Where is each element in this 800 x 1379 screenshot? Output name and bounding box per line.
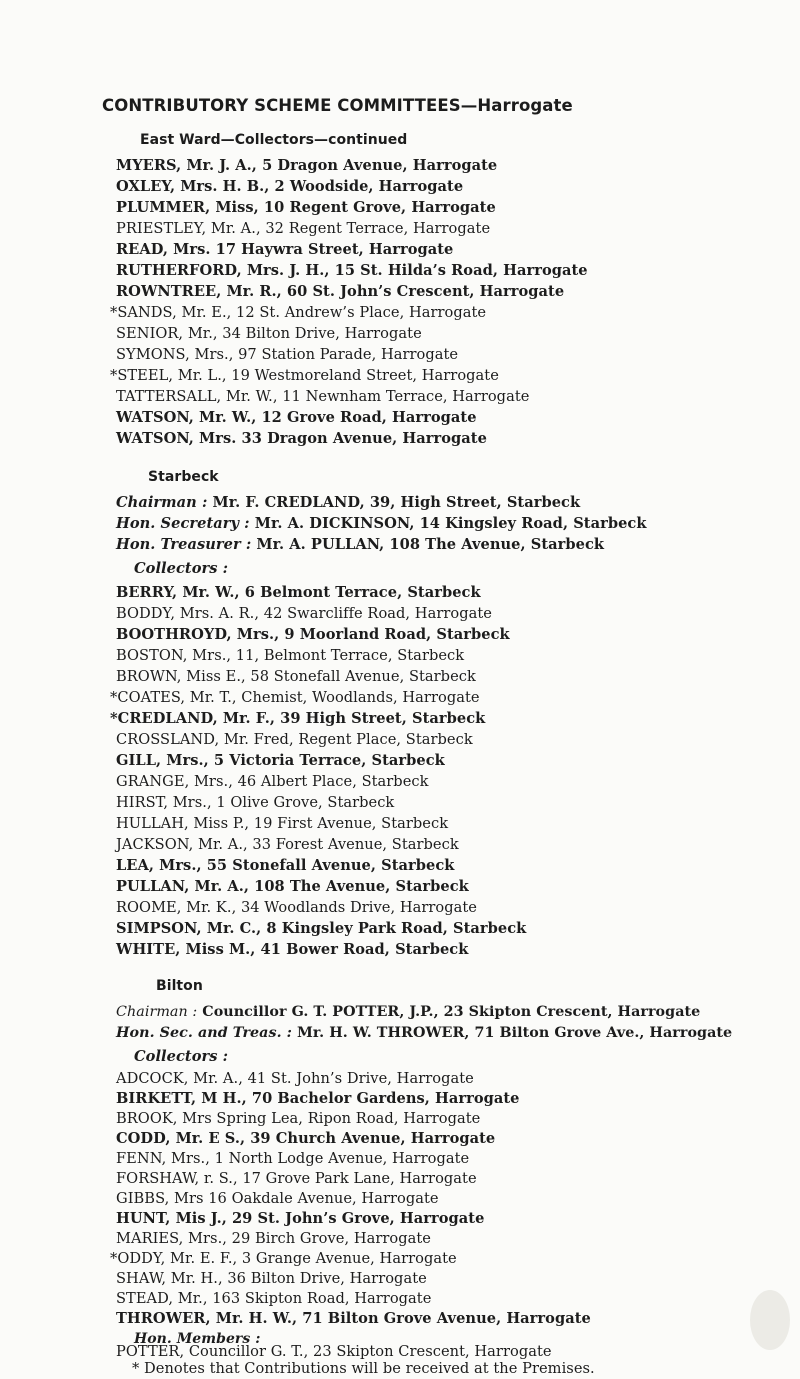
collector-entry: *SANDS, Mr. E., 12 St. Andrew’s Place, Harrogate bbox=[110, 304, 487, 321]
collector-entry: PULLAN, Mr. A., 108 The Avenue, Starbeck bbox=[116, 878, 469, 895]
collector-entry: *COATES, Mr. T., Chemist, Woodlands, Harrogate bbox=[110, 689, 480, 706]
collector-entry: GIBBS, Mrs 16 Oakdale Avenue, Harrogate bbox=[116, 1190, 439, 1207]
starbeck-treasurer bbox=[116, 536, 604, 554]
bilton-members-label: Hon. Members : bbox=[134, 1331, 261, 1347]
collector-entry: RUTHERFORD, Mrs. J. H., 15 St. Hilda’s Road, Harrogate bbox=[116, 262, 588, 279]
collector-entry: GILL, Mrs., 5 Victoria Terrace, Starbeck bbox=[116, 752, 445, 769]
collector-entry: JACKSON, Mr. A., 33 Forest Avenue, Starbeck bbox=[116, 836, 459, 853]
starbeck-subheading: Starbeck bbox=[148, 469, 219, 485]
collector-entry: BOOTHROYD, Mrs., 9 Moorland Road, Starbeck bbox=[116, 626, 510, 643]
footnote: * Denotes that Contributions will be received at the Premises. bbox=[132, 1360, 595, 1377]
bilton-sec-treas bbox=[116, 1024, 732, 1042]
collector-entry: WATSON, Mr. W., 12 Grove Road, Harrogate bbox=[116, 409, 477, 426]
collector-entry: *STEEL, Mr. L., 19 Westmoreland Street, Harrogate bbox=[110, 367, 499, 384]
collector-entry: MYERS, Mr. J. A., 5 Dragon Avenue, Harrogate bbox=[116, 157, 498, 174]
collector-entry: WATSON, Mrs. 33 Dragon Avenue, Harrogate bbox=[116, 430, 487, 447]
collector-entry: PRIESTLEY, Mr. A., 32 Regent Terrace, Harrogate bbox=[116, 220, 491, 237]
officer-details: Mr. A. PULLAN, 108 The Avenue, Starbeck bbox=[256, 536, 605, 553]
role-label: Hon. Secretary : bbox=[116, 515, 250, 532]
collector-entry: ROWNTREE, Mr. R., 60 St. John’s Crescent, Harrogate bbox=[116, 283, 565, 300]
bilton-subheading: Bilton bbox=[156, 978, 203, 994]
collector-entry: OXLEY, Mrs. H. B., 2 Woodside, Harrogate bbox=[116, 178, 464, 195]
page-heading: CONTRIBUTORY SCHEME COMMITTEES—Harrogate bbox=[102, 96, 573, 115]
collector-entry: HULLAH, Miss P., 19 First Avenue, Starbeck bbox=[116, 815, 449, 832]
collector-entry: HIRST, Mrs., 1 Olive Grove, Starbeck bbox=[116, 794, 395, 811]
collector-entry: LEA, Mrs., 55 Stonefall Avenue, Starbeck bbox=[116, 857, 455, 874]
paper-stain bbox=[750, 1290, 790, 1350]
collector-entry: SHAW, Mr. H., 36 Bilton Drive, Harrogate bbox=[116, 1270, 427, 1287]
officer-details: Mr. F. CREDLAND, 39, High Street, Starbeck bbox=[212, 494, 581, 511]
collector-entry: BOSTON, Mrs., 11, Belmont Terrace, Starbeck bbox=[116, 647, 465, 664]
collector-entry: BODDY, Mrs. A. R., 42 Swarcliffe Road, Harrogate bbox=[116, 605, 492, 622]
starbeck-collectors-label: Collectors : bbox=[134, 560, 229, 577]
collector-entry: PLUMMER, Miss, 10 Regent Grove, Harrogate bbox=[116, 199, 496, 216]
collector-entry: MARIES, Mrs., 29 Birch Grove, Harrogate bbox=[116, 1230, 431, 1247]
member-entry: POTTER, Councillor G. T., 23 Skipton Crescent, Harrogate bbox=[116, 1343, 552, 1360]
collector-entry: GRANGE, Mrs., 46 Albert Place, Starbeck bbox=[116, 773, 429, 790]
collector-entry: READ, Mrs. 17 Haywra Street, Harrogate bbox=[116, 241, 454, 258]
collector-entry: BERRY, Mr. W., 6 Belmont Terrace, Starbeck bbox=[116, 584, 481, 601]
starbeck-chairman bbox=[116, 494, 580, 512]
collector-entry: CODD, Mr. E S., 39 Church Avenue, Harrogate bbox=[116, 1130, 496, 1147]
east-ward-subheading: East Ward—Collectors—continued bbox=[140, 132, 408, 148]
collector-entry: FENN, Mrs., 1 North Lodge Avenue, Harrogate bbox=[116, 1150, 470, 1167]
role-label: Hon. Sec. and Treas. : bbox=[116, 1025, 292, 1041]
collector-entry: *ODDY, Mr. E. F., 3 Grange Avenue, Harrogate bbox=[110, 1250, 457, 1267]
collector-entry: SYMONS, Mrs., 97 Station Parade, Harrogate bbox=[116, 346, 459, 363]
starbeck-secretary bbox=[116, 515, 647, 533]
collector-entry: THROWER, Mr. H. W., 71 Bilton Grove Avenue, Harrogate bbox=[116, 1310, 591, 1327]
collector-entry: BROWN, Miss E., 58 Stonefall Avenue, Starbeck bbox=[116, 668, 476, 685]
role-label: Chairman : bbox=[116, 1004, 198, 1020]
collector-entry: FORSHAW, r. S., 17 Grove Park Lane, Harrogate bbox=[116, 1170, 477, 1187]
collector-entry: *CREDLAND, Mr. F., 39 High Street, Starbeck bbox=[110, 710, 486, 727]
bilton-chairman bbox=[116, 1003, 700, 1021]
collector-entry: STEAD, Mr., 163 Skipton Road, Harrogate bbox=[116, 1290, 432, 1307]
bilton-collectors-label: Collectors : bbox=[134, 1048, 229, 1065]
collector-entry: WHITE, Miss M., 41 Bower Road, Starbeck bbox=[116, 941, 469, 958]
collector-entry: SIMPSON, Mr. C., 8 Kingsley Park Road, Starbeck bbox=[116, 920, 527, 937]
officer-details: Councillor G. T. POTTER, J.P., 23 Skipton Crescent, Harrogate bbox=[202, 1004, 701, 1020]
collector-entry: CROSSLAND, Mr. Fred, Regent Place, Starbeck bbox=[116, 731, 473, 748]
collector-entry: ADCOCK, Mr. A., 41 St. John’s Drive, Harrogate bbox=[116, 1070, 474, 1087]
collector-entry: BIRKETT, M H., 70 Bachelor Gardens, Harrogate bbox=[116, 1090, 520, 1107]
collector-entry: SENIOR, Mr., 34 Bilton Drive, Harrogate bbox=[116, 325, 422, 342]
collector-entry: ROOME, Mr. K., 34 Woodlands Drive, Harrogate bbox=[116, 899, 477, 916]
officer-details: Mr. H. W. THROWER, 71 Bilton Grove Ave., Harrogate bbox=[297, 1025, 733, 1041]
collector-entry: BROOK, Mrs Spring Lea, Ripon Road, Harrogate bbox=[116, 1110, 481, 1127]
collector-entry: TATTERSALL, Mr. W., 11 Newnham Terrace, Harrogate bbox=[116, 388, 530, 405]
collector-entry: HUNT, Mis J., 29 St. John’s Grove, Harrogate bbox=[116, 1210, 485, 1227]
officer-details: Mr. A. DICKINSON, 14 Kingsley Road, Starbeck bbox=[254, 515, 647, 532]
role-label: Chairman : bbox=[116, 494, 208, 511]
role-label: Hon. Treasurer : bbox=[116, 536, 252, 553]
